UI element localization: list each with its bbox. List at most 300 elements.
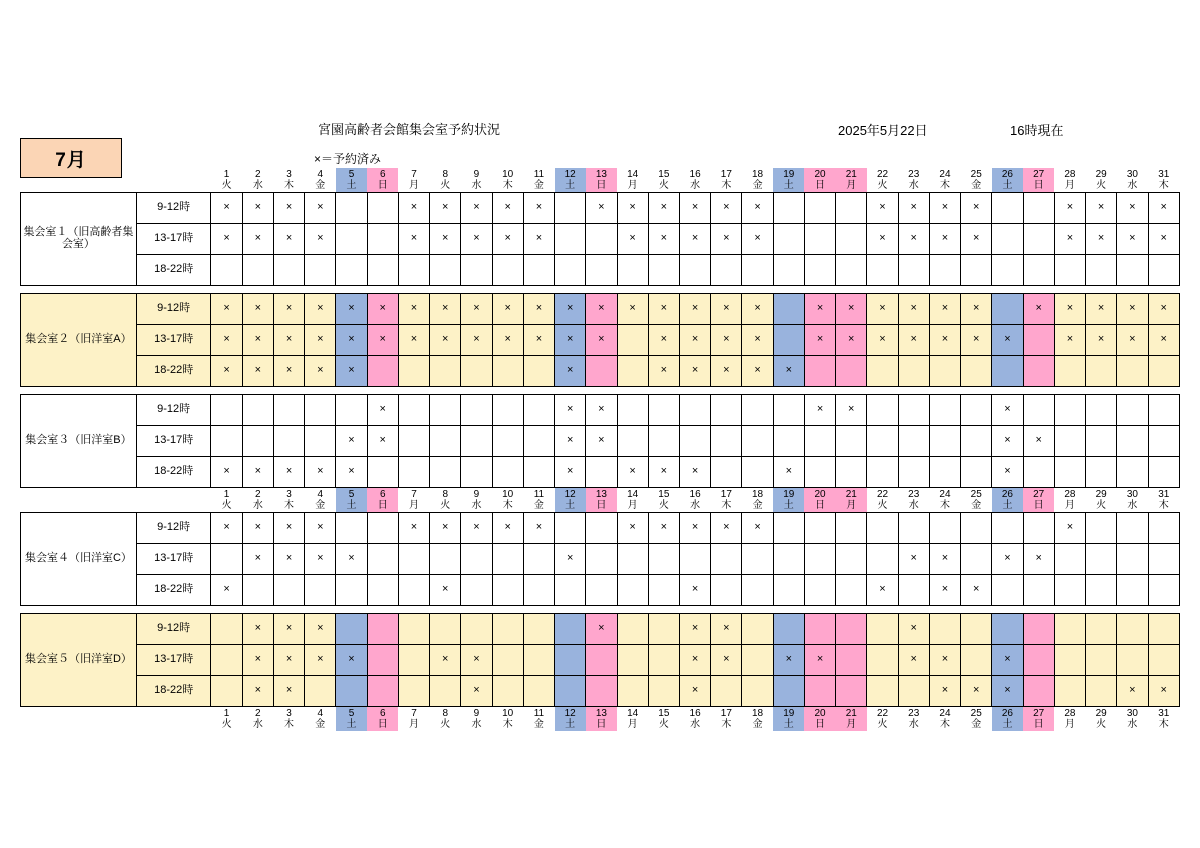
reservation-cell[interactable]	[617, 395, 648, 426]
reservation-cell[interactable]	[898, 294, 929, 325]
reservation-cell[interactable]	[523, 395, 554, 426]
reservation-cell[interactable]	[1086, 395, 1117, 426]
reservation-cell[interactable]	[398, 426, 429, 457]
reservation-cell[interactable]	[1117, 224, 1148, 255]
reservation-cell[interactable]	[523, 255, 554, 286]
reservation-cell[interactable]	[430, 544, 461, 575]
reservation-cell[interactable]	[1117, 426, 1148, 457]
reservation-cell[interactable]	[992, 224, 1023, 255]
reservation-cell[interactable]	[336, 513, 367, 544]
reservation-cell[interactable]	[1117, 645, 1148, 676]
reservation-cell[interactable]	[430, 224, 461, 255]
reservation-cell[interactable]	[679, 224, 710, 255]
reservation-cell[interactable]	[336, 395, 367, 426]
reservation-cell[interactable]	[742, 325, 773, 356]
reservation-cell[interactable]	[867, 544, 898, 575]
reservation-cell[interactable]	[1054, 255, 1085, 286]
reservation-cell[interactable]	[773, 544, 804, 575]
reservation-cell[interactable]	[867, 395, 898, 426]
reservation-cell[interactable]	[555, 395, 586, 426]
reservation-cell[interactable]	[773, 457, 804, 488]
reservation-cell[interactable]	[1054, 513, 1085, 544]
reservation-cell[interactable]	[398, 575, 429, 606]
reservation-cell[interactable]	[804, 395, 835, 426]
reservation-cell[interactable]	[617, 645, 648, 676]
reservation-cell[interactable]	[367, 575, 398, 606]
reservation-cell[interactable]	[586, 614, 617, 645]
reservation-cell[interactable]	[898, 395, 929, 426]
reservation-cell[interactable]	[1148, 224, 1180, 255]
reservation-cell[interactable]	[398, 614, 429, 645]
reservation-cell[interactable]	[648, 193, 679, 224]
reservation-cell[interactable]	[1054, 614, 1085, 645]
reservation-cell[interactable]	[648, 544, 679, 575]
reservation-cell[interactable]	[836, 395, 867, 426]
reservation-cell[interactable]	[273, 457, 304, 488]
reservation-cell[interactable]	[586, 676, 617, 707]
reservation-cell[interactable]	[492, 676, 523, 707]
reservation-cell[interactable]	[679, 575, 710, 606]
reservation-cell[interactable]	[586, 395, 617, 426]
reservation-cell[interactable]	[242, 544, 273, 575]
reservation-cell[interactable]	[398, 645, 429, 676]
reservation-cell[interactable]	[742, 255, 773, 286]
reservation-cell[interactable]	[523, 513, 554, 544]
reservation-cell[interactable]	[367, 356, 398, 387]
reservation-cell[interactable]	[1148, 356, 1180, 387]
reservation-cell[interactable]	[711, 457, 742, 488]
reservation-cell[interactable]	[492, 255, 523, 286]
reservation-cell[interactable]	[1054, 395, 1085, 426]
reservation-cell[interactable]	[1148, 193, 1180, 224]
reservation-cell[interactable]	[430, 457, 461, 488]
reservation-cell[interactable]	[742, 575, 773, 606]
reservation-cell[interactable]	[555, 575, 586, 606]
reservation-cell[interactable]	[1086, 614, 1117, 645]
reservation-cell[interactable]	[742, 544, 773, 575]
reservation-cell[interactable]	[242, 294, 273, 325]
reservation-cell[interactable]	[773, 513, 804, 544]
reservation-cell[interactable]	[929, 294, 960, 325]
reservation-cell[interactable]	[711, 193, 742, 224]
reservation-cell[interactable]	[1086, 676, 1117, 707]
reservation-cell[interactable]	[1054, 356, 1085, 387]
reservation-cell[interactable]	[523, 614, 554, 645]
reservation-cell[interactable]	[398, 325, 429, 356]
reservation-cell[interactable]	[679, 676, 710, 707]
reservation-cell[interactable]	[461, 544, 492, 575]
reservation-cell[interactable]	[961, 426, 992, 457]
reservation-cell[interactable]	[961, 614, 992, 645]
reservation-cell[interactable]	[461, 294, 492, 325]
reservation-cell[interactable]	[1023, 614, 1054, 645]
reservation-cell[interactable]	[836, 457, 867, 488]
reservation-cell[interactable]	[929, 676, 960, 707]
reservation-cell[interactable]	[211, 325, 242, 356]
reservation-cell[interactable]	[398, 224, 429, 255]
reservation-cell[interactable]	[992, 676, 1023, 707]
reservation-cell[interactable]	[211, 544, 242, 575]
reservation-cell[interactable]	[992, 356, 1023, 387]
reservation-cell[interactable]	[492, 294, 523, 325]
reservation-cell[interactable]	[648, 676, 679, 707]
reservation-cell[interactable]	[586, 544, 617, 575]
reservation-cell[interactable]	[211, 676, 242, 707]
reservation-cell[interactable]	[461, 676, 492, 707]
reservation-cell[interactable]	[679, 457, 710, 488]
reservation-cell[interactable]	[1086, 575, 1117, 606]
reservation-cell[interactable]	[336, 356, 367, 387]
reservation-cell[interactable]	[929, 457, 960, 488]
reservation-cell[interactable]	[711, 356, 742, 387]
reservation-cell[interactable]	[679, 426, 710, 457]
reservation-cell[interactable]	[804, 544, 835, 575]
reservation-cell[interactable]	[492, 356, 523, 387]
reservation-cell[interactable]	[836, 676, 867, 707]
reservation-cell[interactable]	[211, 575, 242, 606]
reservation-cell[interactable]	[679, 395, 710, 426]
reservation-cell[interactable]	[430, 294, 461, 325]
reservation-cell[interactable]	[711, 614, 742, 645]
reservation-cell[interactable]	[367, 513, 398, 544]
reservation-cell[interactable]	[898, 614, 929, 645]
reservation-cell[interactable]	[679, 325, 710, 356]
reservation-cell[interactable]	[555, 614, 586, 645]
reservation-cell[interactable]	[929, 513, 960, 544]
reservation-cell[interactable]	[773, 614, 804, 645]
reservation-cell[interactable]	[398, 676, 429, 707]
reservation-cell[interactable]	[1086, 544, 1117, 575]
reservation-cell[interactable]	[367, 544, 398, 575]
reservation-cell[interactable]	[336, 544, 367, 575]
reservation-cell[interactable]	[773, 575, 804, 606]
reservation-cell[interactable]	[242, 645, 273, 676]
reservation-cell[interactable]	[867, 426, 898, 457]
reservation-cell[interactable]	[305, 224, 336, 255]
reservation-cell[interactable]	[273, 294, 304, 325]
reservation-cell[interactable]	[211, 193, 242, 224]
reservation-cell[interactable]	[804, 645, 835, 676]
reservation-cell[interactable]	[492, 575, 523, 606]
reservation-cell[interactable]	[461, 457, 492, 488]
reservation-cell[interactable]	[1148, 645, 1180, 676]
reservation-cell[interactable]	[867, 614, 898, 645]
reservation-cell[interactable]	[461, 356, 492, 387]
reservation-cell[interactable]	[992, 457, 1023, 488]
reservation-cell[interactable]	[992, 513, 1023, 544]
reservation-cell[interactable]	[273, 645, 304, 676]
reservation-cell[interactable]	[1117, 356, 1148, 387]
reservation-cell[interactable]	[492, 224, 523, 255]
reservation-cell[interactable]	[398, 294, 429, 325]
reservation-cell[interactable]	[961, 513, 992, 544]
reservation-cell[interactable]	[273, 614, 304, 645]
reservation-cell[interactable]	[961, 255, 992, 286]
reservation-cell[interactable]	[1023, 325, 1054, 356]
reservation-cell[interactable]	[211, 294, 242, 325]
reservation-cell[interactable]	[773, 426, 804, 457]
reservation-cell[interactable]	[742, 193, 773, 224]
reservation-cell[interactable]	[273, 426, 304, 457]
reservation-cell[interactable]	[773, 356, 804, 387]
reservation-cell[interactable]	[929, 575, 960, 606]
reservation-cell[interactable]	[336, 426, 367, 457]
reservation-cell[interactable]	[523, 575, 554, 606]
reservation-cell[interactable]	[711, 294, 742, 325]
reservation-cell[interactable]	[648, 575, 679, 606]
reservation-cell[interactable]	[367, 255, 398, 286]
reservation-cell[interactable]	[367, 294, 398, 325]
reservation-cell[interactable]	[836, 294, 867, 325]
reservation-cell[interactable]	[1086, 193, 1117, 224]
reservation-cell[interactable]	[398, 544, 429, 575]
reservation-cell[interactable]	[1086, 426, 1117, 457]
reservation-cell[interactable]	[679, 255, 710, 286]
reservation-cell[interactable]	[617, 513, 648, 544]
reservation-cell[interactable]	[492, 325, 523, 356]
reservation-cell[interactable]	[773, 325, 804, 356]
reservation-cell[interactable]	[742, 676, 773, 707]
reservation-cell[interactable]	[836, 614, 867, 645]
reservation-cell[interactable]	[242, 255, 273, 286]
reservation-cell[interactable]	[523, 325, 554, 356]
reservation-cell[interactable]	[523, 544, 554, 575]
reservation-cell[interactable]	[273, 544, 304, 575]
reservation-cell[interactable]	[898, 255, 929, 286]
reservation-cell[interactable]	[1054, 645, 1085, 676]
reservation-cell[interactable]	[867, 457, 898, 488]
reservation-cell[interactable]	[430, 426, 461, 457]
reservation-cell[interactable]	[867, 255, 898, 286]
reservation-cell[interactable]	[711, 325, 742, 356]
reservation-cell[interactable]	[367, 645, 398, 676]
reservation-cell[interactable]	[336, 575, 367, 606]
reservation-cell[interactable]	[1117, 575, 1148, 606]
reservation-cell[interactable]	[523, 224, 554, 255]
reservation-cell[interactable]	[586, 645, 617, 676]
reservation-cell[interactable]	[398, 255, 429, 286]
reservation-cell[interactable]	[1086, 294, 1117, 325]
reservation-cell[interactable]	[555, 676, 586, 707]
reservation-cell[interactable]	[711, 513, 742, 544]
reservation-cell[interactable]	[398, 513, 429, 544]
reservation-cell[interactable]	[648, 426, 679, 457]
reservation-cell[interactable]	[929, 614, 960, 645]
reservation-cell[interactable]	[804, 294, 835, 325]
reservation-cell[interactable]	[867, 676, 898, 707]
reservation-cell[interactable]	[1117, 457, 1148, 488]
reservation-cell[interactable]	[492, 395, 523, 426]
reservation-cell[interactable]	[211, 513, 242, 544]
reservation-cell[interactable]	[961, 395, 992, 426]
reservation-cell[interactable]	[836, 426, 867, 457]
reservation-cell[interactable]	[773, 224, 804, 255]
reservation-cell[interactable]	[367, 193, 398, 224]
reservation-cell[interactable]	[929, 544, 960, 575]
reservation-cell[interactable]	[586, 255, 617, 286]
reservation-cell[interactable]	[1023, 544, 1054, 575]
reservation-cell[interactable]	[461, 575, 492, 606]
reservation-cell[interactable]	[242, 614, 273, 645]
reservation-cell[interactable]	[461, 426, 492, 457]
reservation-cell[interactable]	[492, 544, 523, 575]
reservation-cell[interactable]	[617, 457, 648, 488]
reservation-cell[interactable]	[867, 325, 898, 356]
reservation-cell[interactable]	[867, 294, 898, 325]
reservation-cell[interactable]	[1117, 614, 1148, 645]
reservation-cell[interactable]	[1148, 513, 1180, 544]
reservation-cell[interactable]	[305, 294, 336, 325]
reservation-cell[interactable]	[836, 645, 867, 676]
reservation-cell[interactable]	[305, 645, 336, 676]
reservation-cell[interactable]	[242, 193, 273, 224]
reservation-cell[interactable]	[305, 426, 336, 457]
reservation-cell[interactable]	[617, 544, 648, 575]
reservation-cell[interactable]	[336, 645, 367, 676]
reservation-cell[interactable]	[1086, 356, 1117, 387]
reservation-cell[interactable]	[305, 193, 336, 224]
reservation-cell[interactable]	[367, 676, 398, 707]
reservation-cell[interactable]	[1054, 544, 1085, 575]
reservation-cell[interactable]	[336, 614, 367, 645]
reservation-cell[interactable]	[555, 645, 586, 676]
reservation-cell[interactable]	[1054, 294, 1085, 325]
reservation-cell[interactable]	[742, 356, 773, 387]
reservation-cell[interactable]	[773, 294, 804, 325]
reservation-cell[interactable]	[711, 224, 742, 255]
reservation-cell[interactable]	[586, 575, 617, 606]
reservation-cell[interactable]	[711, 255, 742, 286]
reservation-cell[interactable]	[648, 457, 679, 488]
reservation-cell[interactable]	[273, 224, 304, 255]
reservation-cell[interactable]	[929, 356, 960, 387]
reservation-cell[interactable]	[961, 645, 992, 676]
reservation-cell[interactable]	[1086, 325, 1117, 356]
reservation-cell[interactable]	[1023, 193, 1054, 224]
reservation-cell[interactable]	[648, 395, 679, 426]
reservation-cell[interactable]	[617, 426, 648, 457]
reservation-cell[interactable]	[929, 255, 960, 286]
reservation-cell[interactable]	[523, 356, 554, 387]
reservation-cell[interactable]	[742, 224, 773, 255]
reservation-cell[interactable]	[617, 356, 648, 387]
reservation-cell[interactable]	[898, 193, 929, 224]
reservation-cell[interactable]	[1054, 325, 1085, 356]
reservation-cell[interactable]	[555, 325, 586, 356]
reservation-cell[interactable]	[273, 356, 304, 387]
reservation-cell[interactable]	[1023, 457, 1054, 488]
reservation-cell[interactable]	[804, 224, 835, 255]
reservation-cell[interactable]	[1023, 294, 1054, 325]
reservation-cell[interactable]	[430, 356, 461, 387]
reservation-cell[interactable]	[1023, 356, 1054, 387]
reservation-cell[interactable]	[961, 457, 992, 488]
reservation-cell[interactable]	[1117, 395, 1148, 426]
reservation-cell[interactable]	[648, 224, 679, 255]
reservation-cell[interactable]	[648, 513, 679, 544]
reservation-cell[interactable]	[992, 544, 1023, 575]
reservation-cell[interactable]	[773, 676, 804, 707]
reservation-cell[interactable]	[430, 645, 461, 676]
reservation-cell[interactable]	[867, 193, 898, 224]
reservation-cell[interactable]	[773, 255, 804, 286]
reservation-cell[interactable]	[1054, 193, 1085, 224]
reservation-cell[interactable]	[961, 356, 992, 387]
reservation-cell[interactable]	[367, 614, 398, 645]
reservation-cell[interactable]	[461, 395, 492, 426]
reservation-cell[interactable]	[1117, 294, 1148, 325]
reservation-cell[interactable]	[367, 224, 398, 255]
reservation-cell[interactable]	[398, 457, 429, 488]
reservation-cell[interactable]	[336, 325, 367, 356]
reservation-cell[interactable]	[305, 676, 336, 707]
reservation-cell[interactable]	[742, 395, 773, 426]
reservation-cell[interactable]	[461, 325, 492, 356]
reservation-cell[interactable]	[992, 645, 1023, 676]
reservation-cell[interactable]	[961, 294, 992, 325]
reservation-cell[interactable]	[742, 513, 773, 544]
reservation-cell[interactable]	[211, 224, 242, 255]
reservation-cell[interactable]	[742, 645, 773, 676]
reservation-cell[interactable]	[211, 255, 242, 286]
reservation-cell[interactable]	[773, 645, 804, 676]
reservation-cell[interactable]	[273, 255, 304, 286]
reservation-cell[interactable]	[867, 224, 898, 255]
reservation-cell[interactable]	[555, 513, 586, 544]
reservation-cell[interactable]	[898, 325, 929, 356]
reservation-cell[interactable]	[367, 457, 398, 488]
reservation-cell[interactable]	[586, 193, 617, 224]
reservation-cell[interactable]	[242, 356, 273, 387]
reservation-cell[interactable]	[211, 426, 242, 457]
reservation-cell[interactable]	[555, 457, 586, 488]
reservation-cell[interactable]	[961, 575, 992, 606]
reservation-cell[interactable]	[555, 544, 586, 575]
reservation-cell[interactable]	[492, 645, 523, 676]
reservation-cell[interactable]	[492, 513, 523, 544]
reservation-cell[interactable]	[1023, 426, 1054, 457]
reservation-cell[interactable]	[1054, 426, 1085, 457]
reservation-cell[interactable]	[1148, 575, 1180, 606]
reservation-cell[interactable]	[1023, 224, 1054, 255]
reservation-cell[interactable]	[305, 395, 336, 426]
reservation-cell[interactable]	[461, 255, 492, 286]
reservation-cell[interactable]	[804, 676, 835, 707]
reservation-cell[interactable]	[1148, 294, 1180, 325]
reservation-cell[interactable]	[961, 325, 992, 356]
reservation-cell[interactable]	[836, 325, 867, 356]
reservation-cell[interactable]	[1148, 457, 1180, 488]
reservation-cell[interactable]	[929, 224, 960, 255]
reservation-cell[interactable]	[898, 544, 929, 575]
reservation-cell[interactable]	[211, 356, 242, 387]
reservation-cell[interactable]	[336, 193, 367, 224]
reservation-cell[interactable]	[867, 356, 898, 387]
reservation-cell[interactable]	[898, 426, 929, 457]
reservation-cell[interactable]	[961, 193, 992, 224]
reservation-cell[interactable]	[992, 575, 1023, 606]
reservation-cell[interactable]	[242, 513, 273, 544]
reservation-cell[interactable]	[898, 513, 929, 544]
reservation-cell[interactable]	[1023, 575, 1054, 606]
reservation-cell[interactable]	[398, 193, 429, 224]
reservation-cell[interactable]	[804, 325, 835, 356]
reservation-cell[interactable]	[929, 426, 960, 457]
reservation-cell[interactable]	[711, 395, 742, 426]
reservation-cell[interactable]	[648, 356, 679, 387]
reservation-cell[interactable]	[586, 325, 617, 356]
reservation-cell[interactable]	[586, 224, 617, 255]
